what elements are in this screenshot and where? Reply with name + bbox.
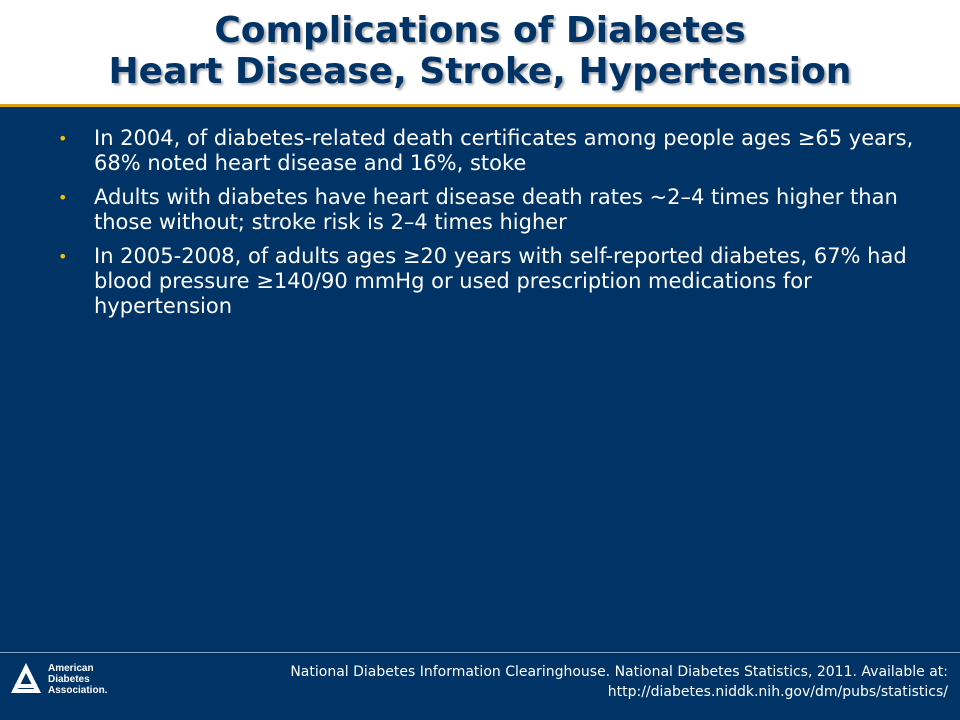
bullet-icon: •	[58, 188, 68, 207]
logo-wordmark	[48, 663, 107, 696]
citation	[148, 662, 948, 702]
footer-divider	[0, 652, 960, 653]
logo-line-1: American	[48, 663, 94, 674]
title-bar	[0, 0, 960, 104]
citation-url[interactable]: http://diabetes.niddk.nih.gov/dm/pubs/statistics/	[607, 684, 948, 700]
logo-line-3: Association.	[48, 685, 108, 696]
citation-line-1: National Diabetes Information Clearinghouse. National Diabetes Statistics, 2011. Available at:	[290, 664, 948, 680]
triangle-logo-icon	[8, 660, 44, 696]
bullet-list	[58, 126, 918, 328]
slide-title-line-2: Heart Disease, Stroke, Hypertension	[108, 51, 852, 92]
title-divider	[0, 104, 960, 107]
slide-title-line-1: Complications of Diabetes	[214, 10, 746, 51]
bullet-item	[58, 185, 918, 235]
bullet-text: Adults with diabetes have heart disease death rates ~2–4 times higher than those without; stroke risk is 2–4 times higher	[94, 185, 898, 234]
bullet-icon: •	[58, 247, 68, 266]
bullet-item	[58, 244, 918, 319]
ada-logo	[8, 660, 118, 702]
bullet-text: In 2004, of diabetes-related death certificates among people ages ≥65 years, 68% noted heart disease and 16%, stoke	[94, 126, 914, 175]
bullet-item	[58, 126, 918, 176]
bullet-icon: •	[58, 129, 68, 148]
slide-title	[0, 10, 960, 92]
logo-line-2: Diabetes	[48, 674, 90, 685]
bullet-text: In 2005-2008, of adults ages ≥20 years with self-reported diabetes, 67% had blood pressure ≥140/90 mmHg or used prescription medications for hypertension	[94, 244, 907, 318]
